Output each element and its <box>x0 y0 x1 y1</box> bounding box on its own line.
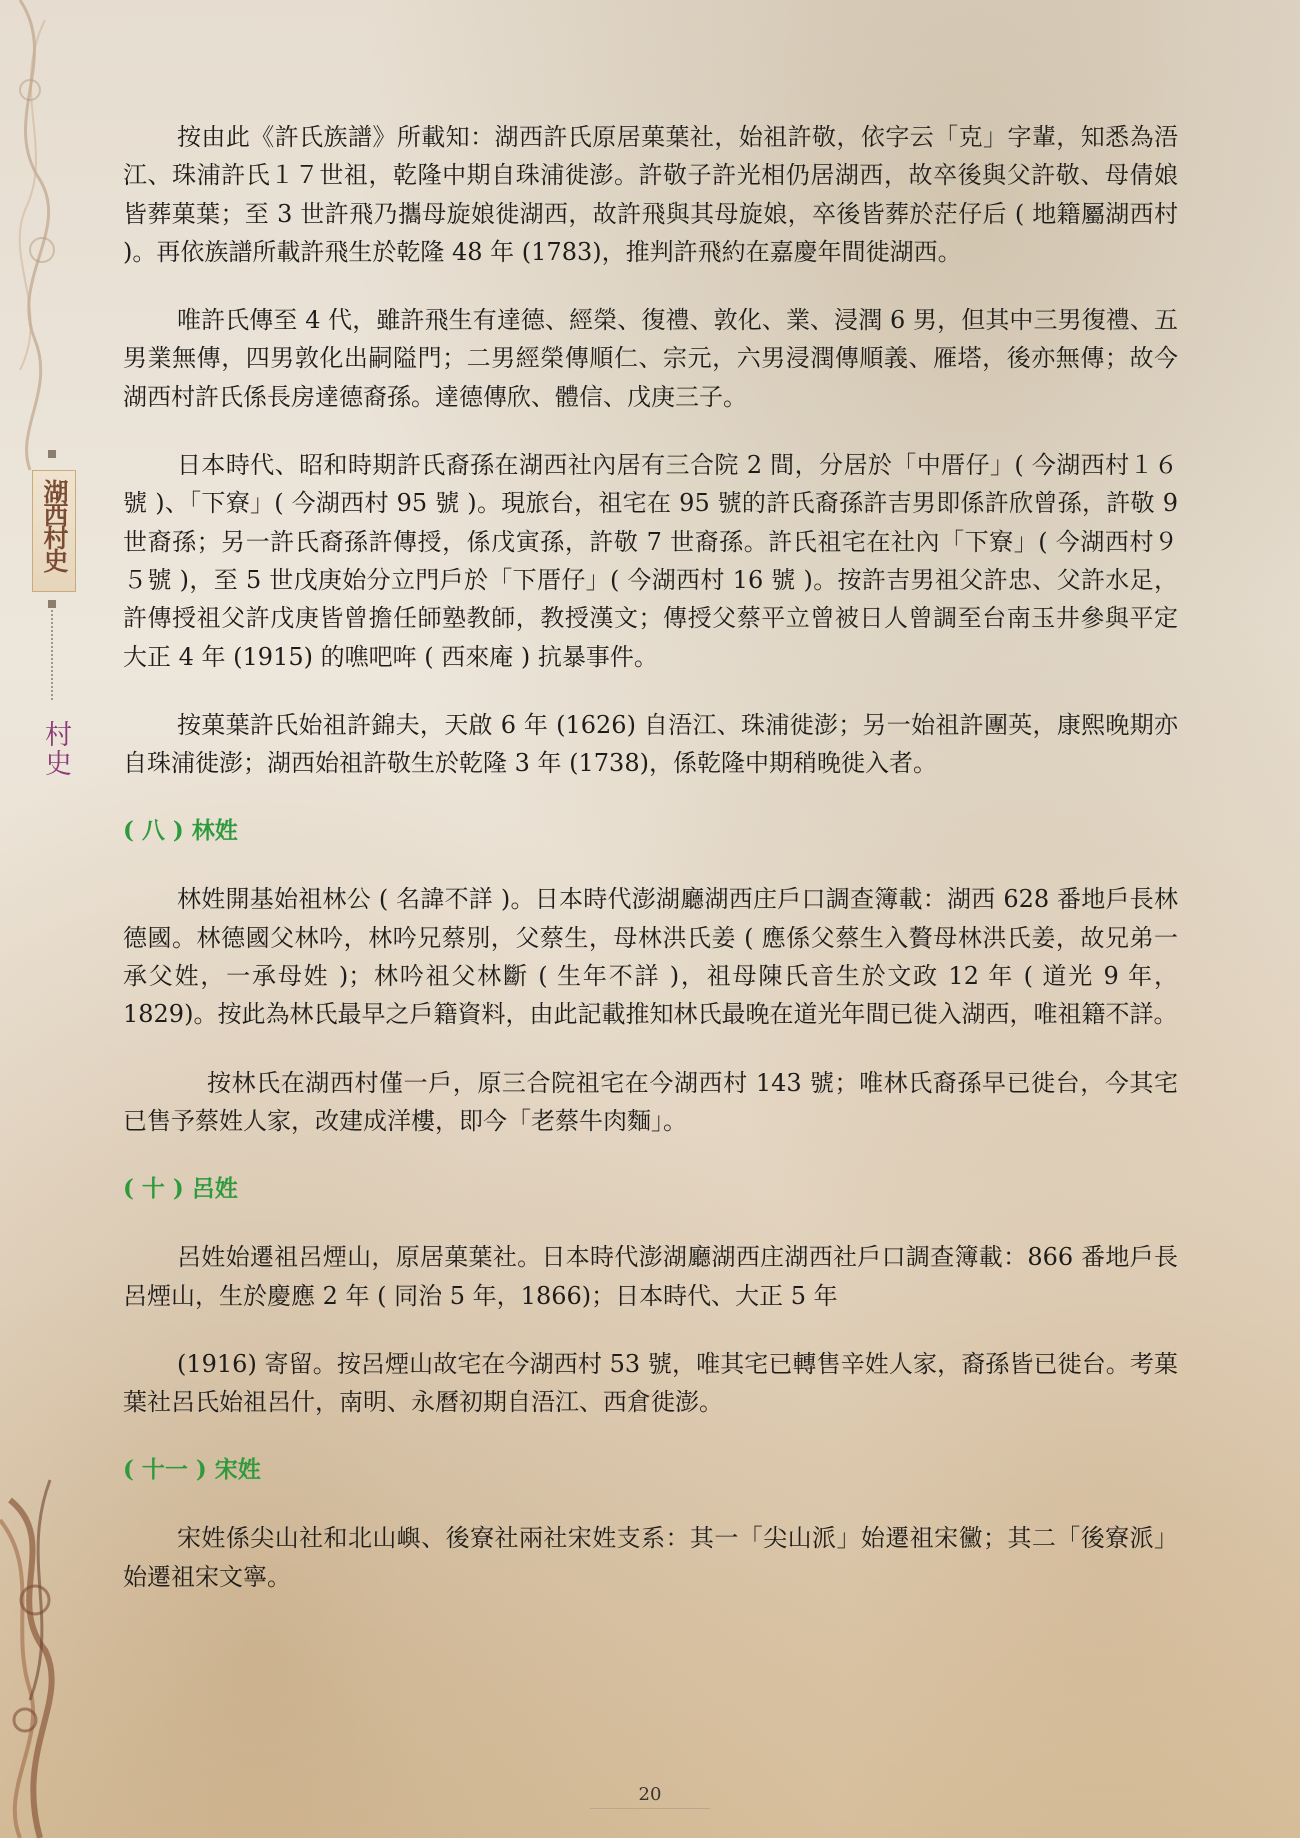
paragraph-4: 按菓葉許氏始祖許錦夫，天啟 6 年 (1626) 自浯江、珠浦徙澎；另一始祖許團英，康熙晚期亦自珠浦徙澎；湖西始祖許敬生於乾隆 3 年 (1738)，係乾隆中期稍晚徙入者。 <box>123 710 1178 778</box>
side-tab <box>32 470 76 592</box>
section-heading-lu: ( 十 ) 呂姓 <box>123 1175 238 1203</box>
section-heading-lin: ( 八 ) 林姓 <box>123 817 238 845</box>
side-category-label: 村史 <box>40 720 71 778</box>
page-number-rule <box>590 1808 710 1809</box>
side-tab-title: 湖西村史 <box>40 479 69 571</box>
paragraph-7: 呂姓始遷祖呂煙山，原居菓葉社。日本時代澎湖廳湖西庄湖西社戶口調查簿載：866 番地戶長呂煙山，生於慶應 2 年 ( 同治 5 年，1866)；日本時代、大正 5 年 <box>123 1243 1178 1310</box>
side-marker-top <box>48 450 56 458</box>
section-heading-song: ( 十一 ) 宋姓 <box>123 1456 261 1484</box>
paragraph-6: 按林氏在湖西村僅一戶，原三合院祖宅在今湖西村 143 號；唯林氏裔孫早已徙台，今其宅已售予蔡姓人家，改建成洋樓，即今「老蔡牛肉麵」。 <box>123 1068 1178 1135</box>
paragraph-3: 日本時代、昭和時期許氏裔孫在湖西社內居有三合院 2 間，分居於「中厝仔」( 今湖西村１６號 )、「下寮」( 今湖西村 95 號 )。現旅台，祖宅在 95 號的許氏裔孫許吉男即係許欣曾孫，許敬 9 世裔孫；另一許氏裔孫許傳授，係戊寅孫，許敬 7 世裔孫。許氏祖宅在社內「下寮」( 今湖西村９５號 )，至 5 世戊庚始分立門戶於「下厝仔」( 今湖西村 16 號 )。按許吉男祖父許忠、父許水足，許傳授祖父許戊庚皆曾擔任師塾教師，教授漢文；傳授父蔡平立曾被日人曾調至台南玉井參與平定大正 4 年 (1915) 的噍吧哖 ( 西來庵 ) 抗暴事件。 <box>123 451 1178 671</box>
floral-ornament-left <box>0 0 70 1838</box>
side-dotted-line <box>51 610 53 700</box>
side-marker-bottom <box>48 600 56 608</box>
page-number: 20 <box>638 1784 662 1805</box>
paragraph-9: 宋姓係尖山社和北山嶼、後寮社兩社宋姓支系：其一「尖山派」始遷祖宋黴；其二「後寮派」始遷祖宋文寧。 <box>123 1524 1178 1591</box>
paragraph-2: 唯許氏傳至 4 代，雖許飛生有達德、經榮、復禮、敦化、業、浸潤 6 男，但其中三男復禮、五男業無傳，四男敦化出嗣隘門；二男經榮傳順仁、宗元，六男浸潤傳順義、雁塔，後亦無傳；故今湖西村許氏係長房達德裔孫。達德傳欣、體信、戊庚三子。 <box>123 306 1178 411</box>
paragraph-1: 按由此《許氏族譜》所載知：湖西許氏原居菓葉社，始祖許敬，依字云「克」字輩，知悉為浯江、珠浦許氏１７世祖，乾隆中期自珠浦徙澎。許敬子許光相仍居湖西，故卒後與父許敬、母倩娘皆葬菓葉；至 3 世許飛乃攜母旋娘徙湖西，故許飛與其母旋娘，卒後皆葬於茫仔后 ( 地籍屬湖西村 )。再依族譜所載許飛生於乾隆 48 年 (1783)，推判許飛約在嘉慶年間徙湖西。 <box>123 123 1178 266</box>
paragraph-5: 林姓開基始祖林公 ( 名諱不詳 )。日本時代澎湖廳湖西庄戶口調查簿載：湖西 628 番地戶長林德國。林德國父林吟，林吟兄蔡別，父蔡生，母林洪氏姜 ( 應係父蔡生入贅母林洪氏姜，故兄弟一承父姓，一承母姓 )；林吟祖父林斷 ( 生年不詳 )，祖母陳氏音生於文政 12 年 ( 道光 9 年，1829)。按此為林氏最早之戶籍資料，由此記載推知林氏最晚在道光年間已徙入湖西，唯祖籍不詳。 <box>123 885 1178 1029</box>
article-body <box>123 118 1178 1626</box>
paragraph-8: (1916) 寄留。按呂煙山故宅在今湖西村 53 號，唯其宅已轉售辛姓人家，裔孫皆已徙台。考菓葉社呂氏始祖呂什，南明、永曆初期自浯江、西倉徙澎。 <box>123 1349 1178 1417</box>
